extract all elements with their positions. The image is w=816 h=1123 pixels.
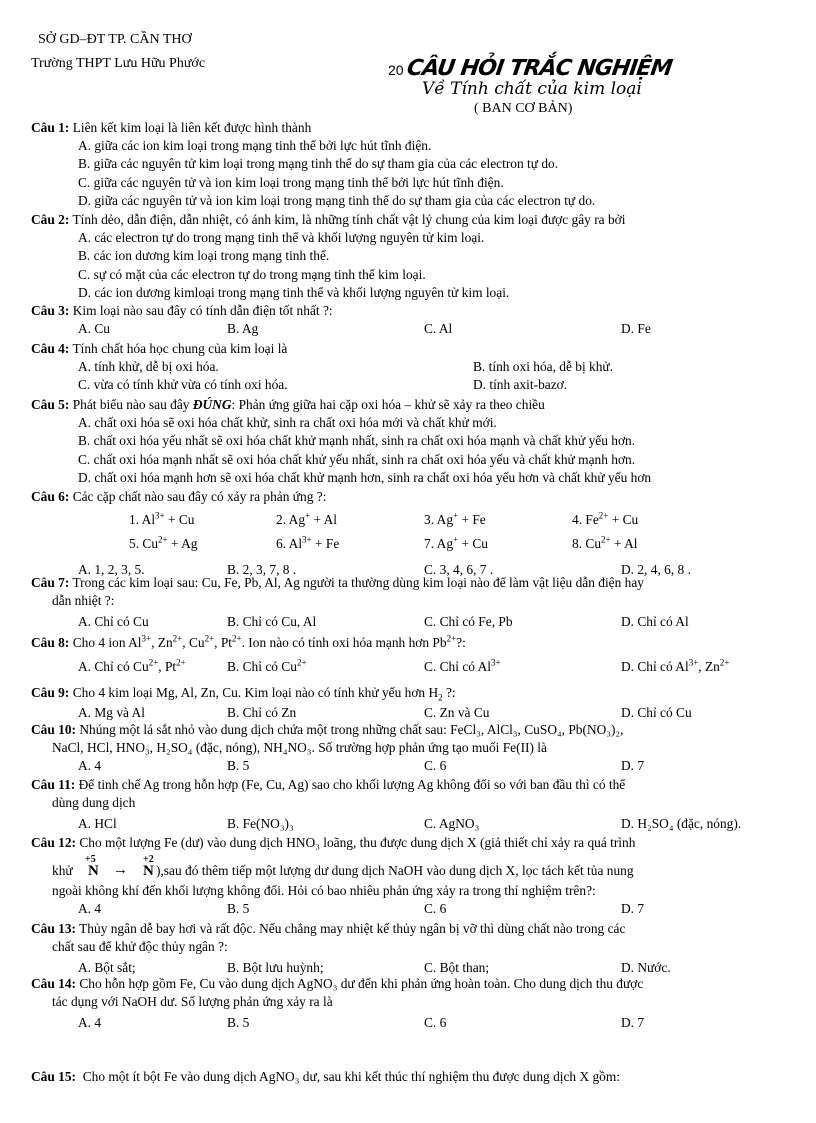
option-d: D. Chỉ có Al	[621, 614, 689, 630]
option-b: B. giữa các nguyên tử kim loại trong mạng tinh thể do sự tham gia của các electron tự do.	[78, 156, 559, 172]
question-stem: Cho hỗn hợp gồm Fe, Cu vào dung dịch AgNO₃ dư đến khi phản ứng hoàn toàn. Cho dung dịch thu được	[79, 976, 644, 991]
option-c: C. chất oxi hóa mạnh nhất sẽ oxi hóa chất khử yếu nhất, sinh ra chất oxi hóa yếu và chất khử mạnh hơn.	[78, 451, 636, 467]
question-stem-continued: chất sau để khử độc thủy ngân ?:	[52, 939, 228, 955]
question-stem-continued: tác dụng với NaOH dư. Số lượng phản ứng xảy ra là	[52, 994, 333, 1010]
question-12	[31, 834, 786, 919]
option-c: C. Chỉ có Fe, Pb	[424, 614, 513, 630]
question-stem: Cho một lượng Fe (dư) vào dung dịch HNO₃ loãng, thu được dung dịch X (giả thiết chỉ xảy ra quá trình	[79, 835, 636, 850]
option-a: A. Cu	[78, 321, 110, 337]
question-10	[31, 721, 786, 776]
question-stem: Cho 4 kim loại Mg, Al, Zn, Cu. Kim loại nào có tính khử yếu hơn $H_2$ ?:	[72, 685, 456, 703]
question-label: Câu 8:	[31, 635, 70, 650]
option-c: C. sự có mặt của các electron tự do trong mạng tinh thể kim loại.	[78, 266, 426, 282]
option-c: C. vừa có tính khử vừa có tính oxi hóa.	[78, 377, 288, 393]
option-c: C. 3, 4, 6, 7 .	[424, 562, 494, 578]
pair-7: 7. Ag+ + Cu	[424, 534, 488, 552]
option-d: D. chất oxi hóa mạnh hơn sẽ oxi hóa chất khử mạnh hơn, sinh ra chất oxi hóa yếu hơn và chất khử yếu hơn	[78, 469, 652, 485]
title-level: ( BAN CƠ BẢN)	[474, 101, 573, 116]
question-stem: Tính dẻo, dẫn điện, dẫn nhiệt, có ánh kim, là những tính chất vật lý chung của kim loại được gây ra bởi	[72, 212, 626, 227]
option-c: C. Al	[424, 321, 453, 337]
option-b: B. chất oxi hóa yếu nhất sẽ oxi hóa chất khử mạnh nhất, sinh ra chất oxi hóa mạnh và chất khử yếu hơn.	[78, 433, 636, 449]
department-name: SỞ GD–ĐT TP. CẦN THƠ	[38, 32, 192, 47]
option-d: D. các ion dương kimloại trong mạng tinh thể và khối lượng nguyên tử kim loại.	[78, 284, 510, 300]
option-d: D. 7	[621, 901, 645, 917]
question-stem: Để tinh chế Ag trong hỗn hợp (Fe, Cu, Ag) sao cho khối lượng Ag không đổi so với ban đầu thì có thể	[78, 777, 626, 792]
question-15	[31, 1068, 786, 1086]
question-stem-continued-2: ngoài không khí đến khối lượng không đổi. Hỏi có bao nhiêu phản ứng xảy ra trong thí nghiệm trên?:	[52, 883, 596, 899]
option-a: A. chất oxi hóa sẽ oxi hóa chất khử, sinh ra chất oxi hóa mới và chất khử mới.	[78, 415, 497, 431]
question-label: Câu 4:	[31, 341, 70, 356]
option-d: D. H₂SO₄ (đặc, nóng).	[621, 816, 742, 832]
option-c: C. 6	[424, 901, 447, 917]
question-11	[31, 776, 786, 834]
question-stem: Cho một ít bột Fe vào dung dịch AgNO₃ dư, sau khi kết thúc thí nghiệm thu được dung dịch X gồm:	[82, 1069, 621, 1084]
question-14	[31, 975, 786, 1033]
question-label: Câu 3:	[31, 303, 70, 318]
option-c: C. AgNO₃	[424, 816, 480, 832]
option-a: A. HCl	[78, 816, 117, 832]
question-label: Câu 11:	[31, 777, 76, 792]
question-stem-continued: dùng dung dịch	[52, 795, 136, 811]
option-b: B. 5	[227, 901, 250, 917]
question-stem: Kim loại nào sau đây có tính dẫn điện tốt nhất ?:	[72, 303, 333, 318]
option-b: B. 5	[227, 758, 250, 774]
pair-1: 1. $Al^{3+} + Cu$	[129, 510, 195, 528]
option-b: B. Chỉ có $Cu^{2+}$	[227, 657, 307, 675]
option-a: A. tính khử, dễ bị oxi hóa.	[78, 359, 219, 375]
question-stem-continued: khử +5 N → +2 N ),sau đó thêm tiếp một lượng dư dung dịch NaOH vào dung dịch X, lọc tách kết tủa nung	[52, 854, 634, 880]
question-9	[31, 684, 786, 722]
option-b: B. Chỉ có Zn	[227, 705, 297, 721]
question-2	[31, 211, 786, 302]
question-stem: Cho 4 ion $Al^{3+}$, $Zn^{2+}$, $Cu^{2+}$, $Pt^{2+}$. Ion nào có tính oxi hóa mạnh hơn $Pb^{2+}$?:	[72, 633, 466, 650]
option-a: A. 4	[78, 1015, 102, 1031]
option-d: D. 2, 4, 6, 8 .	[621, 562, 691, 578]
question-6	[31, 488, 786, 579]
question-label: Câu 6:	[31, 489, 70, 504]
question-label: Câu 15:	[31, 1069, 77, 1084]
question-label: Câu 2:	[31, 212, 70, 227]
title-subtitle: Về Tính chất của kim loại	[422, 79, 642, 99]
question-label: Câu 5:	[31, 397, 70, 412]
question-stem: Các cặp chất nào sau đây có xảy ra phản ứng ?:	[72, 489, 327, 504]
question-label: Câu 14:	[31, 976, 77, 991]
option-a: A. 1, 2, 3, 5.	[78, 562, 145, 578]
option-a: A. 4	[78, 901, 102, 917]
question-stem: Nhúng một lá sắt nhỏ vào dung dịch chứa một trong những chất sau: FeCl₃, AlCl₃, CuSO₄, Pb(NO₃)₂,	[79, 722, 624, 737]
question-stem: Liên kết kim loại là liên kết được hình thành	[72, 120, 312, 135]
option-d: D. 7	[621, 758, 645, 774]
question-stem-continued: dẫn nhiệt ?:	[52, 593, 115, 609]
question-stem: Phát biểu nào sau đây ĐÚNG: Phản ứng giữa hai cặp oxi hóa – khử sẽ xảy ra theo chiều	[72, 397, 545, 412]
option-d: D. Nước.	[621, 960, 671, 976]
reaction-pairs-row-2	[31, 535, 786, 559]
option-b: B. Ag	[227, 321, 259, 337]
question-3	[31, 302, 786, 338]
pair-5: 5. $Cu^{2+} + Ag$	[129, 534, 198, 552]
option-a: A. giữa các ion kim loại trong mạng tinh thể bởi lực hút tĩnh điện.	[78, 138, 432, 154]
question-label: Câu 10:	[31, 722, 77, 737]
school-name: Trường THPT Lưu Hữu Phước	[31, 56, 206, 71]
question-13	[31, 920, 786, 978]
option-b: B. các ion dương kim loại trong mạng tinh thể.	[78, 248, 330, 264]
option-c: C. Zn và Cu	[424, 705, 490, 721]
pair-3: 3. Ag+ + Fe	[424, 510, 486, 528]
option-c: C. Chỉ có $Al^{3+}$	[424, 657, 501, 675]
question-stem: Trong các kim loại sau: Cu, Fe, Pb, Al, Ag người ta thường dùng kim loại nào để làm vật liệu dẫn điện hay	[72, 575, 644, 590]
option-b: B. 2, 3, 7, 8 .	[227, 562, 297, 578]
option-d: D. Chỉ có Cu	[621, 705, 692, 721]
option-b: B. Bột lưu huỳnh;	[227, 960, 324, 976]
option-c: C. Bột than;	[424, 960, 490, 976]
question-4	[31, 340, 786, 395]
question-5	[31, 396, 786, 487]
option-b: B. Fe(NO₃)₃	[227, 816, 294, 832]
question-stem: Thủy ngân dễ bay hơi và rất độc. Nếu chẳng may nhiệt kế thủy ngân bị vỡ thì dùng chất nào trong các	[79, 921, 626, 936]
option-d: D. Chỉ có $Al^{3+}$, $Zn^{2+}$	[621, 657, 730, 675]
option-d: D. Fe	[621, 321, 651, 337]
document-title	[388, 56, 674, 81]
question-7	[31, 574, 786, 632]
question-8	[31, 634, 786, 684]
option-c: C. giữa các nguyên tử và ion kim loại trong mạng tinh thể bởi lực hút tĩnh điện.	[78, 174, 504, 190]
title-number: 20	[388, 62, 404, 78]
option-d: D. 7	[621, 1015, 645, 1031]
option-c: C. 6	[424, 1015, 447, 1031]
option-a: A. Mg và Al	[78, 705, 145, 721]
option-d: D. tính axit-bazơ.	[473, 377, 568, 393]
question-1	[31, 119, 786, 210]
pair-2: 2. Ag+ + Al	[276, 510, 338, 528]
pair-8: 8. $Cu^{2+} + Al$	[572, 534, 638, 552]
pair-6: 6. $Al^{3+} + Fe$	[276, 534, 340, 552]
reaction-pairs-row-1	[31, 511, 786, 535]
option-b: B. tính oxi hóa, dễ bị khử.	[473, 359, 614, 375]
title-main: CÂU HỎI TRẮC NGHIỆM	[405, 56, 674, 81]
question-label: Câu 9:	[31, 685, 70, 700]
option-c: C. 6	[424, 758, 447, 774]
question-stem: Tính chất hóa học chung của kim loại là	[72, 341, 288, 356]
option-a: A. các electron tự do trong mạng tinh thể và khối lượng nguyên tử kim loại.	[78, 230, 485, 246]
option-a: A. Chỉ có $Cu^{2+}$, $Pt^{2+}$	[78, 657, 186, 675]
option-d: D. giữa các nguyên tử và ion kim loại trong mạng tinh thể do sự tham gia của các electron tự do.	[78, 192, 596, 208]
pair-4: 4. $Fe^{2+} + Cu$	[572, 510, 639, 528]
question-label: Câu 13:	[31, 921, 77, 936]
question-label: Câu 1:	[31, 120, 70, 135]
question-label: Câu 12:	[31, 835, 77, 850]
question-label: Câu 7:	[31, 575, 70, 590]
option-b: B. 5	[227, 1015, 250, 1031]
question-stem-continued: NaCl, HCl, HNO₃, H₂SO₄ (đặc, nóng), NH₄NO₃. Số trường hợp phản ứng tạo muối Fe(II) là	[52, 740, 547, 756]
option-a: A. Chỉ có Cu	[78, 614, 149, 630]
option-a: A. 4	[78, 758, 102, 774]
option-b: B. Chỉ có Cu, Al	[227, 614, 317, 630]
option-a: A. Bột sắt;	[78, 960, 136, 976]
